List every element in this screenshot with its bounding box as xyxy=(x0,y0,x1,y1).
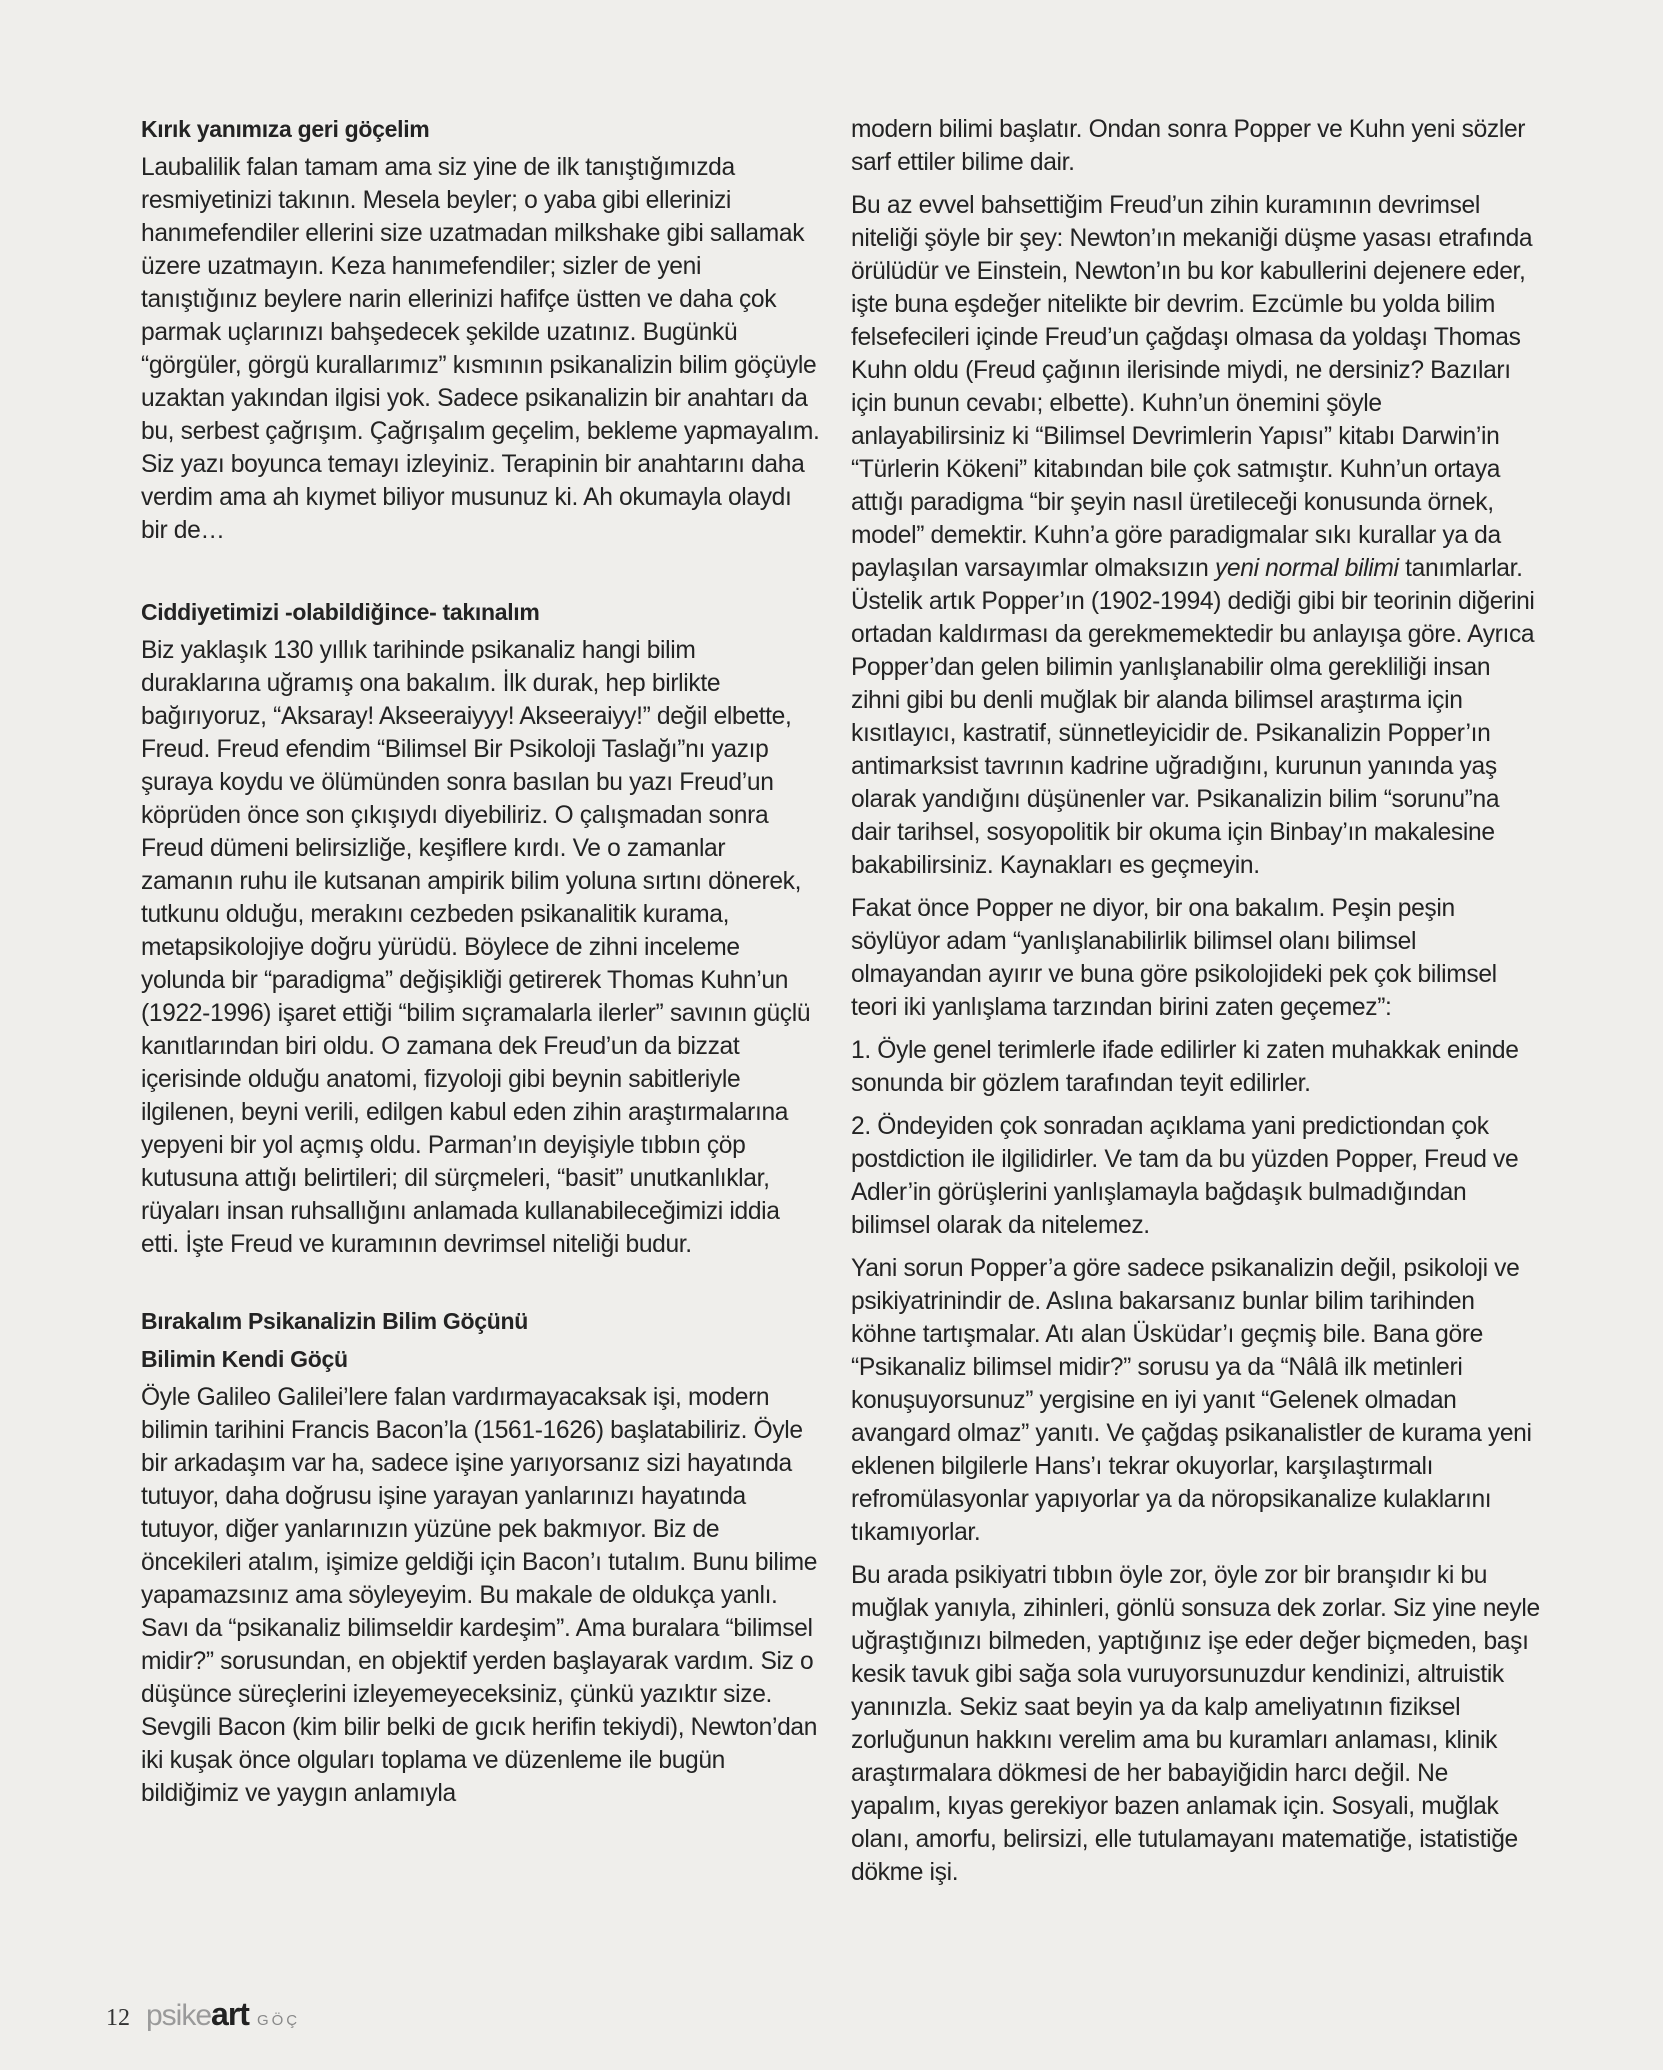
left-column xyxy=(141,113,821,1820)
paragraph: Yani sorun Popper’a göre sadece psikanalizin değil, psikoloji ve psikiyatrinindir de. Aslına bakarsanız bunlar bilim tarihinden köhne tartışmalar. Atı alan Üsküdar’ı geçmiş bile. Bana göre “Psikanaliz bilimsel midir?” sorusu ya da “Nâlâ ilk metinleri konuşuyorsunuz” yergisine en iyi yanıt “Gelenek olmadan avangard olmaz” yanıtı. Ve çağdaş psikanalistler de kurama yeni eklenen bilgilerle Hans’ı tekrar okuyorlar, karşılaştırmalı refromülasyonlar yapıyorlar ya da nöropsikanalize kulaklarını tıkamıyorlar. xyxy=(851,1255,1532,1546)
section-title-kirik-yanimiza: Kırık yanımıza geri göçelim xyxy=(141,116,430,142)
paragraph-text: tanımlarlar. Üstelik artık Popper’ın (1902-1994) dediği gibi bir teorinin diğerini ortadan kaldırması da gerekmemektedir bu anlayışa göre. Ayrıca Popper’dan gelen bilimin yanlışlanabilir olma gerekliliği insan zihni gibi bu denli muğlak bir alanda bilimsel araştırma için kısıtlayıcı, kastratif, sünnetleyicidir de. Psikanalizin Popper’ın antimarksist tavrının kadrine uğradığını, kurunun yanında yaş olarak yandığını düşünenler var. Psikanalizin bilim “sorunu”na dair tarihsel, sosyopolitik bir okuma için Binbay’ın makalesine bakabilirsiniz. Kaynakları es geçmeyin. xyxy=(851,555,1535,879)
paragraph: Biz yaklaşık 130 yıllık tarihinde psikanaliz hangi bilim duraklarına uğramış ona bakalım. İlk durak, hep birlikte bağırıyoruz, “Aksaray! Akseeraiyyy! Akseeraiyy!” değil elbette, Freud. Freud efendim “Bilimsel Bir Psikoloji Taslağı”nı yazıp şuraya koydu ve ölümünden sonra basılan bu yazı Freud’un köprüden önce son çıkışıydı diyebiliriz. O çalışmadan sonra Freud dümeni belirsizliğe, keşiflere kırdı. Ve o zamanlar zamanın ruhu ile kutsanan ampirik bilim yoluna sırtını dönerek, tutkunu olduğu, merakını cezbeden psikanalitik kurama, metapsikolojiye doğru yürüdü. Böylece de zihni inceleme yolunda bir “paradigma” değişikliği getirerek Thomas Kuhn’un (1922-1996) işaret ettiği “bilim sıçramalarla ilerler” savının güçlü kanıtlarından biri oldu. O zamana dek Freud’un da bizzat içerisinde olduğu anatomi, fizyoloji gibi beynin sabitleriyle ilgilenen, beyni verili, edilgen kabul eden zihin araştırmalarına yepyeni bir yol açmış oldu. Parman’ın deyişiyle tıbbın çöp kutusuna attığı belirtileri; dil sürçmeleri, “basit” unutkanlıklar, rüyaları insan ruhsallığını anlamada kullanabileceğimizi iddia etti. İşte Freud ve kuramının devrimsel niteliği budur. xyxy=(141,637,811,1258)
page-number: 12 xyxy=(106,2005,130,2031)
section-title-birakalim: Bırakalım Psikanalizin Bilim Göçünü xyxy=(141,1308,529,1334)
right-column xyxy=(851,113,1541,1899)
paragraph: Laubalilik falan tamam ama siz yine de ilk tanıştığımızda resmiyetinizi takının. Mesela beyler; o yaba gibi ellerinizi hanımefendiler ellerini size uzatmadan milkshake gibi sallamak üzere uzatmayın. Keza hanımefendiler; sizler de yeni tanıştığınız beylere narin ellerinizi hafifçe üstten ve daha çok parmak uçlarınızı bahşedecek şekilde uzatınız. Bugünkü “görgüler, görgü kurallarımız” kısmının psikanalizin bilim göçüyle uzaktan yakından ilgisi yok. Sadece psikanalizin bir anahtarı da bu, serbest çağrışım. Çağrışalım geçelim, bekleme yapmayalım. Siz yazı boyunca temayı izleyiniz. Terapinin bir anahtarını daha verdim ama ah kıymet biliyor musunuz ki. Ah okumayla olaydı bir de… xyxy=(141,154,820,544)
paragraph: Fakat önce Popper ne diyor, bir ona bakalım. Peşin peşin söylüyor adam “yanlışlanabilirlik bilimsel olanı bilimsel olmayandan ayırır ve buna göre psikolojideki pek çok bilimsel teori iki yanlışlama tarzından birini zaten geçemez”: xyxy=(851,895,1497,1021)
brand-logo-psike: psike xyxy=(146,1999,212,2032)
section-subtitle-bilimin-kendi-gocu: Bilimin Kendi Göçü xyxy=(141,1346,348,1372)
brand-logo-art: art xyxy=(211,1996,249,2032)
paragraph-text: Bu az evvel bahsettiğim Freud’un zihin kuramının devrimsel niteliği şöyle bir şey: Newton’ın mekaniği düşme yasası etrafında örülüdür ve Einstein, Newton’ın bu kor kabullerini dejenere eder, işte buna eşdeğer nitelikte bir devrim. Ezcümle bu yolda bilim felsefecileri içinde Freud’un çağdaşı olmasa da yoldaşı Thomas Kuhn oldu (Freud çağının ilerisinde miydi, ne dersiniz? Bazıları için bunun cevabı; elbette). Kuhn’un önemini şöyle anlayabilirsiniz ki “Bilimsel Devrimlerin Yapısı” kitabı Darwin’in “Türlerin Kökeni” kitabından bile çok satmıştır. Kuhn’un ortaya attığı paradigma “bir şeyin nasıl üretileceği konusunda örnek, model” demektir. Kuhn’a göre paradigmalar sıkı kurallar ya da paylaşılan varsayımlar olmaksızın xyxy=(851,192,1533,582)
paragraph-kuhn xyxy=(851,189,1541,882)
section-title-ciddiyetimizi: Ciddiyetimizi -olabildiğince- takınalım xyxy=(141,599,540,625)
paragraph: modern bilimi başlatır. Ondan sonra Popper ve Kuhn yeni sözler sarf ettiler bilime dair. xyxy=(851,116,1526,176)
list-item: 1. Öyle genel terimlerle ifade edilirler ki zaten muhakkak eninde sonunda bir gözlem tarafından teyit edilirler. xyxy=(851,1037,1519,1097)
page-footer xyxy=(106,1996,300,2033)
paragraph: Öyle Galileo Galilei’lere falan vardırmayacaksak işi, modern bilimin tarihini Francis Bacon’la (1561-1626) başlatabiliriz. Öyle bir arkadaşım var ha, sadece işine yarıyorsanız sizi hayatında tutuyor, daha doğrusu işine yarayan yanlarınızı hayatında tutuyor, diğer yanlarınızın yüzüne pek bakmıyor. Biz de öncekileri atalım, işimize geldiği için Bacon’ı tutalım. Bunu bilime yapamazsınız ama söyleyeyim. Bu makale de oldukça yanlı. Savı da “psikanaliz bilimseldir kardeşim”. Ama buralara “bilimsel midir?” sorusundan, en objektif yerden başlayarak vardım. Siz o düşünce süreçlerini izleyemeyeceksiniz, çünkü yazıktır size. Sevgili Bacon (kim bilir belki de gıcık herifin tekiydi), Newton’dan iki kuşak önce olguları toplama ve düzenleme ile bugün bildiğimiz ve yaygın anlamıyla xyxy=(141,1384,818,1807)
paragraph: Bu arada psikiyatri tıbbın öyle zor, öyle zor bir branşıdır ki bu muğlak yanıyla, zihinleri, gönlü sonsuza dek zorlar. Siz yine neyle uğraştığınızı bilmeden, yaptığınız işe eder değer biçmeden, başı kesik tavuk gibi sağa sola vuruyorsunuzdur kendinizi, altruistik yanınızla. Sekiz saat beyin ya da kalp ameliyatının fiziksel zorluğunun hakkını verelim ama bu kuramları anlaması, klinik araştırmalara dökmesi de her babayiğidin harcı değil. Ne yapalım, kıyas gerekiyor bazen anlamak için. Sosyali, muğlak olanı, amorfu, belirsizi, elle tutulamayanı matematiğe, istatistiğe dökme işi. xyxy=(851,1562,1540,1886)
list-item: 2. Öndeyiden çok sonradan açıklama yani predictiondan çok postdiction ile ilgilidirler. Ve tam da bu yüzden Popper, Freud ve Adler’in görüşlerini yanlışlamayla bağdaşık bulmadığından bilimsel olarak da nitelemez. xyxy=(851,1113,1519,1239)
italic-phrase: yeni normal bilimi xyxy=(1214,555,1399,582)
issue-label: GÖÇ xyxy=(256,2012,301,2029)
